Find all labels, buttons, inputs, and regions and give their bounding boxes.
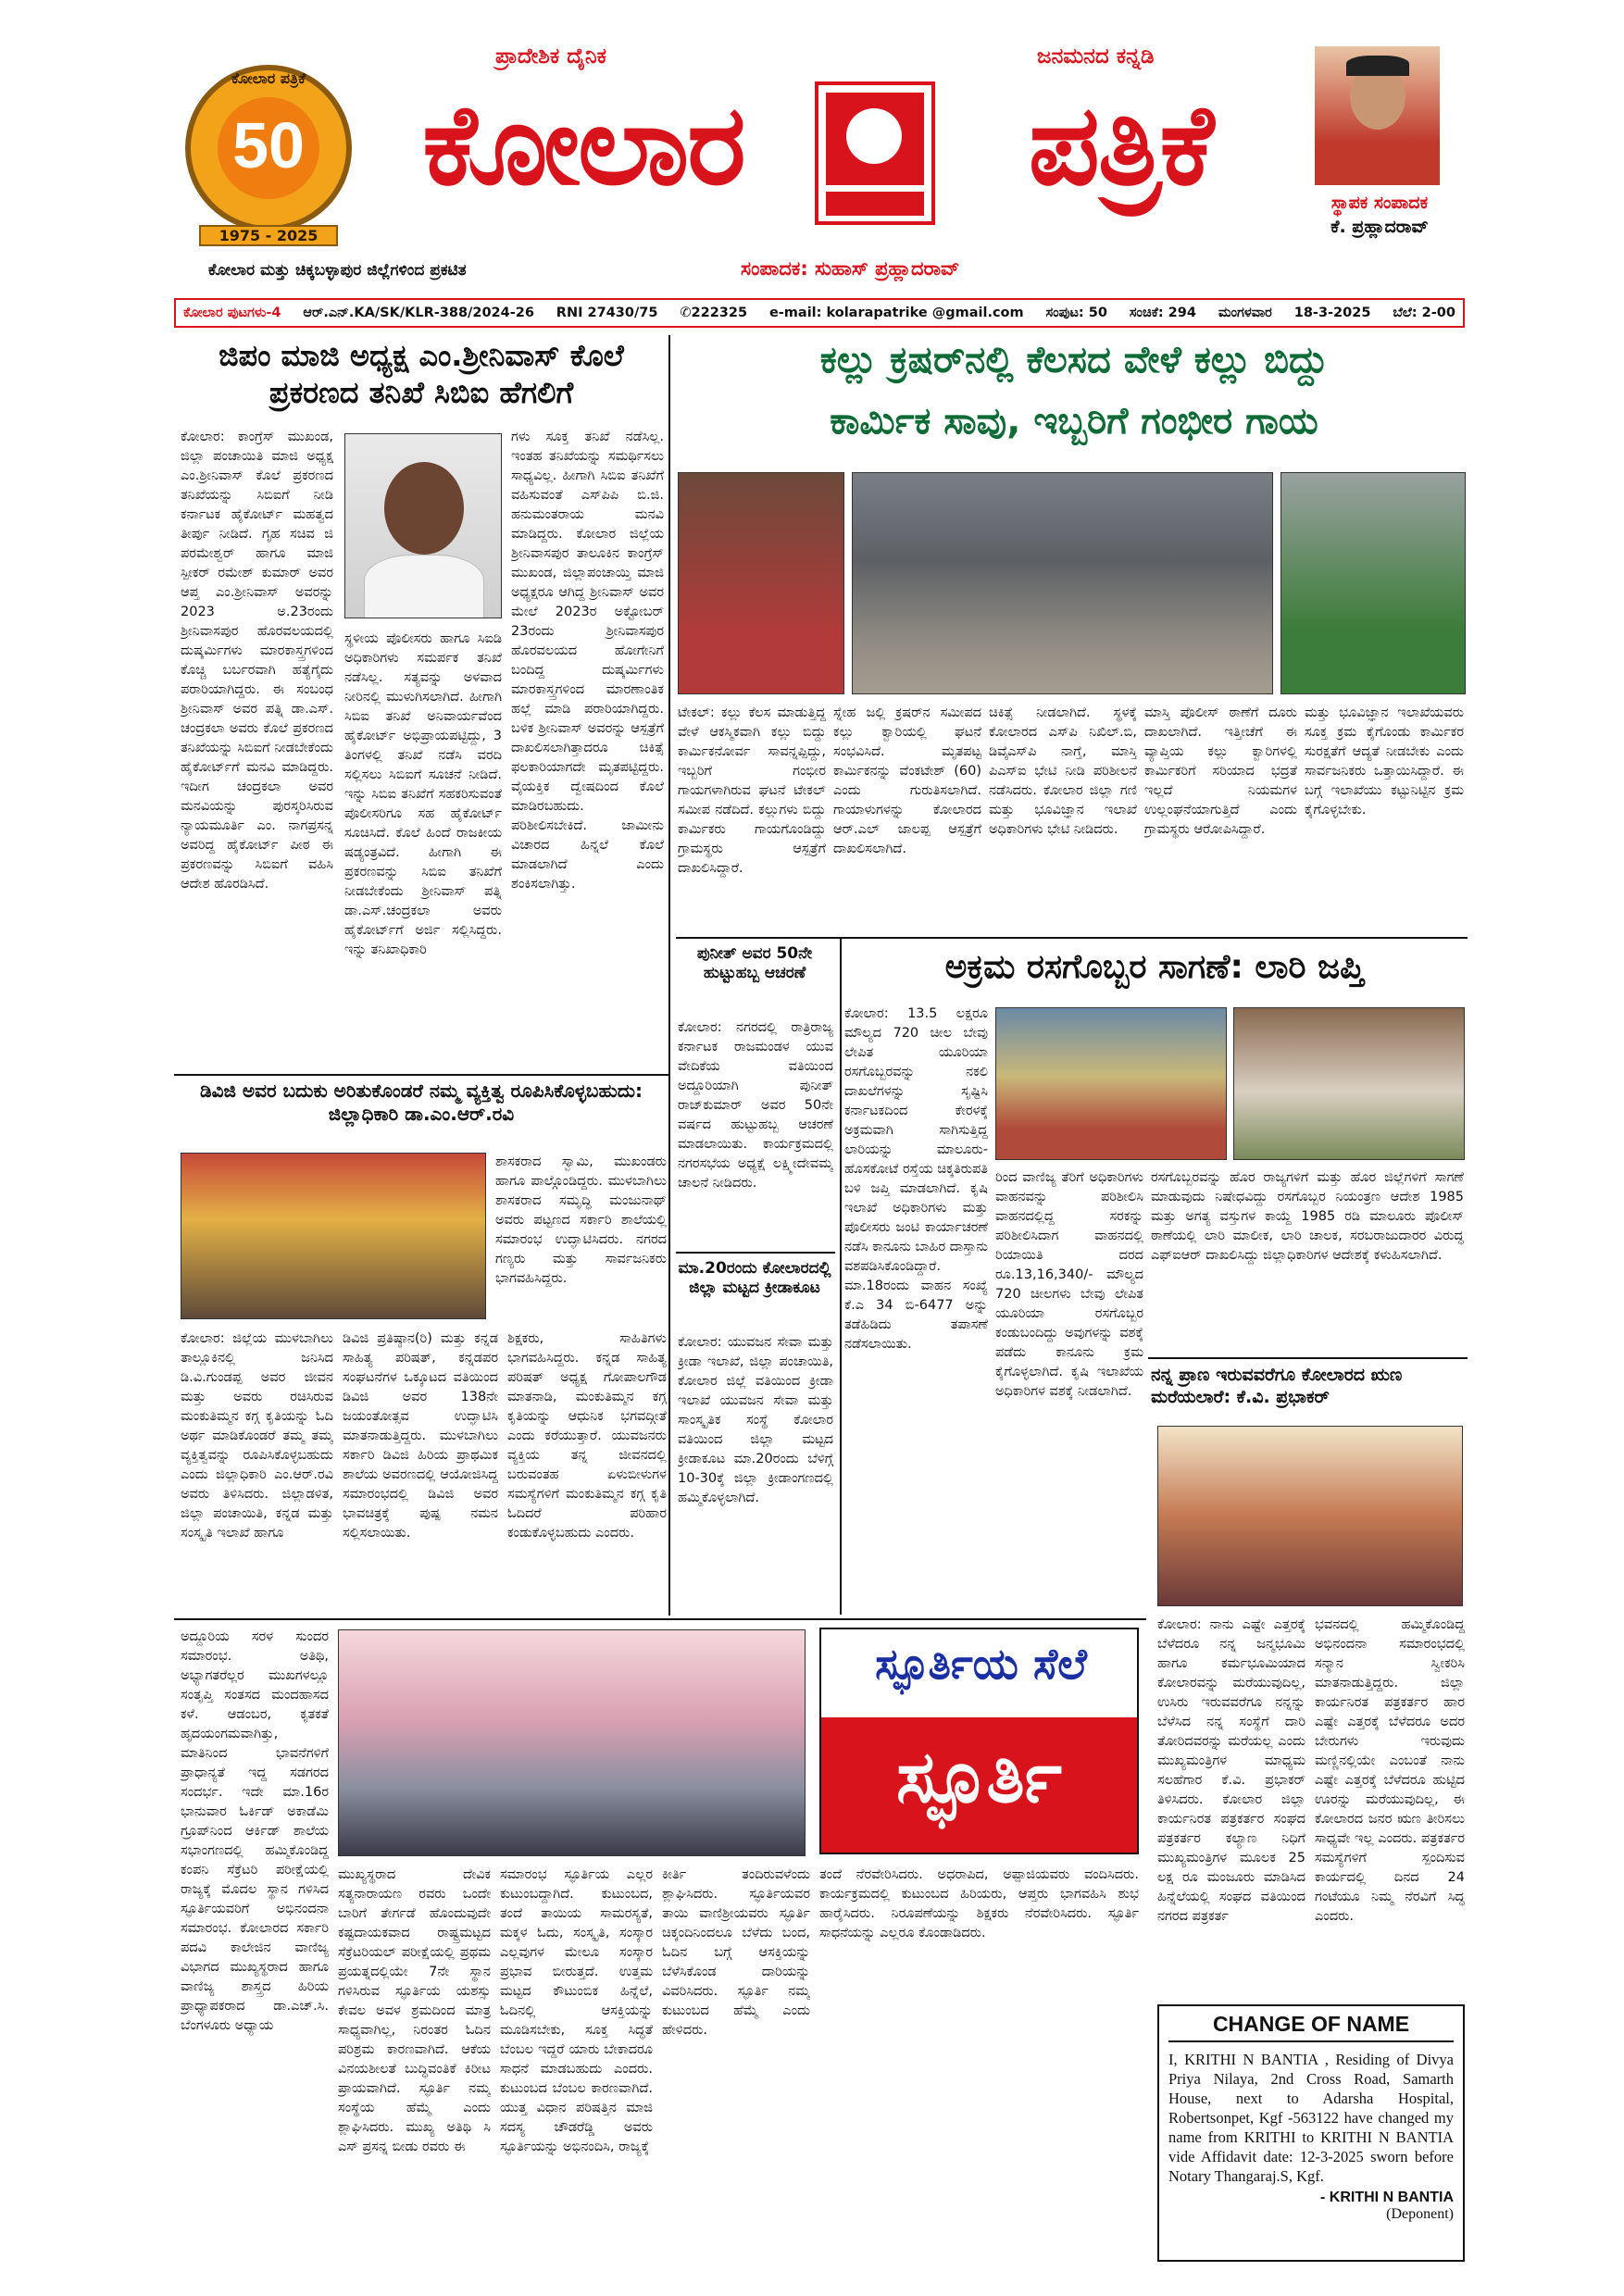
spoorthi-ad — [819, 1628, 1139, 1854]
story-dvg-col3: ಡಿವಿಜಿ ಪ್ರತಿಷ್ಠಾನ(ರಿ) ಮತ್ತು ಕನ್ನಡ ಸಾಹಿತ್ಯ ಪರಿಷತ್, ಕನ್ನಡಪರ ಸಂಘಟನೆಗಳ ಒಕ್ಕೂಟದ ವತಿಯಿಂದ ಡಿವಿಜಿ ಅವರ 138ನೇ ಜಯಂತೋತ್ಸವ ಉದ್ಘಾಟಿಸಿ ಮಾತನಾಡುತ್ತಿದ್ದರು. ಮುಳಬಾಗಿಲು ಸರ್ಕಾರಿ ಡಿವಿಜಿ ಹಿರಿಯ ಪ್ರಾಥಮಿಕ ಶಾಲೆಯ ಅವರಣದಲ್ಲಿ ಆಯೋಜಿಸಿದ್ದ ಸಮಾರಂಭದಲ್ಲಿ ಡಿವಿಜಿ ಅವರ ಭಾವಚಿತ್ರಕ್ಕೆ ಪುಷ್ಪ ನಮನ ಸಲ್ಲಿಸಲಾಯಿತು. — [343, 1331, 498, 1541]
registration-number: ಆರ್.ಎನ್.KA/SK/KLR-388/2024-26 — [303, 306, 534, 320]
story-fertilizer-col2: ರಿಂದ ವಾಣಿಜ್ಯ ತೆರಿಗೆ ಅಧಿಕಾರಿಗಳು ವಾಹನವನ್ನು ಪರಿಶೀಲಿಸಿ ವಾಹನದಲ್ಲಿದ್ದ ಸರಕನ್ನು ಪರಿಶೀಲಿಸಿದಾಗ ವಾಹನದಲ್ಲಿ ರಿಯಾಯಿತಿ ದರದ ರೂ.13,16,340/- ಮೌಲ್ಯದ 720 ಚೀಲಗಳು ಬೇವು ಲೇಪಿತ ಯೂರಿಯಾ ರಸಗೊಬ್ಬರ ಕಂಡುಬಂದಿದ್ದು ಅವುಗಳನ್ನು ವಶಕ್ಕೆ ಪಡೆದು ಕಾನೂನು ಕ್ರಮ ಕೈಗೊಳ್ಳಲಾಗಿದೆ. ಕೃಷಿ ಇಲಾಖೆಯ ಅಧಿಕಾರಿಗಳ ವಶಕ್ಕೆ ನೀಡಲಾಗಿದೆ. — [995, 1170, 1143, 1399]
founder-name: ಕೆ. ಪ್ರಹ್ಲಾದರಾವ್ — [1330, 217, 1429, 237]
notice-title: CHANGE OF NAME — [1168, 2012, 1454, 2042]
title-part2: ಪತ್ರಿಕೆ — [1028, 81, 1213, 210]
notice-sign: - KRITHI N BANTIA — [1320, 2190, 1454, 2205]
ad-bottom-text: ಸ್ಫೂರ್ತಿ — [896, 1736, 1062, 1819]
story-cbi-photo — [344, 433, 502, 618]
story-fertilizer-col3: ರಸಗೊಬ್ಬರವನ್ನು ಹೊರ ರಾಜ್ಯಗಳಿಗೆ ಮತ್ತು ಹೊರ ಜಿಲ್ಲೆಗಳಿಗೆ ಸಾಗಣೆ ಮಾಡುವುದು ನಿಷೇಧವಿದ್ದು ರಸಗೊಬ್ಬರ ನಿಯಂತ್ರಣ ಆದೇಶ 1985 ಮತ್ತು ಅಗತ್ಯ ವಸ್ತುಗಳ ಕಾಯ್ದೆ 1985 ರಡಿ ಮಾಲೂರು ಪೊಲೀಸ್ ಠಾಣೆಯಲ್ಲಿ ಲಾರಿ ಮಾಲೀಕ, ಲಾರಿ ಚಾಲಕ, ಸರಬರಾಜುದಾರರ ವಿರುದ್ಧ ಎಫ್‌ಐಆರ್ ದಾಖಲಿಸಿದ್ದು ಜಿಲ್ಲಾಧಿಕಾರಿಗಳ ಆದೇಶಕ್ಕೆ ಕಳುಹಿಸಲಾಗಿದೆ. — [1151, 1170, 1464, 1263]
story-dvg-col4: ಶಿಕ್ಷಕರು, ಸಾಹಿತಿಗಳು ಭಾಗವಹಿಸಿದ್ದರು. ಕನ್ನಡ ಸಾಹಿತ್ಯ ಪರಿಷತ್ ಅಧ್ಯಕ್ಷ ಗೋಪಾಲಗೌಡ ಮಾತನಾಡಿ, ಮಂಕುತಿಮ್ಮನ ಕಗ್ಗ ಕೃತಿಯನ್ನು ಆಧುನಿಕ ಭಗವದ್ಗೀತೆ ಎಂದು ಕರೆಯುತ್ತಾರೆ. ಯುವಜನರು ವ್ಯಕ್ತಿಯ ತನ್ನ ಜೀವನದಲ್ಲಿ ಬರುವಂತಹ ಏಳುಬೀಳುಗಳ ಸಮಸ್ಯೆಗಳಿಗೆ ಮಂಕುತಿಮ್ಮನ ಕಗ್ಗ ಕೃತಿ ಓದಿದರೆ ಪರಿಹಾರ ಕಂಡುಕೊಳ್ಳಬಹುದು ಎಂದರು. — [507, 1331, 667, 1541]
story-prabhakar-headline: ನನ್ನ ಪ್ರಾಣ ಇರುವವರೆಗೂ ಕೋಲಾರದ ಋಣ ಮರೆಯಲಾರೆ: ಕೆ.ವಿ. ಪ್ರಭಾಕರ್ — [1151, 1365, 1403, 1407]
story-sports-headline: ಮಾ.20ರಂದು ಕೋಲಾರದಲ್ಲಿ ಜಿಲ್ಲಾ ಮಟ್ಟದ ಕ್ರೀಡಾಕೂಟ — [678, 1259, 831, 1298]
logo-years: 1975 - 2025 — [199, 225, 338, 246]
logo-text-top: ಕೋಲಾರ ಪತ್ರಿಕೆ — [231, 69, 306, 87]
story-dvg-headline: ಡಿವಿಜಿ ಅವರ ಬದುಕು ಅರಿತುಕೊಂಡರೆ ನಮ್ಮ ವ್ಯಕ್ತಿತ್ವ ರೂಪಿಸಿಕೊಳ್ಳಬಹುದು: ಜಿಲ್ಲಾಧಿಕಾರಿ ಡಾ.ಎಂ.ಆರ್.ರವಿ — [200, 1079, 643, 1125]
story-spoorthi-col1: ಅದ್ದೂರಿಯ ಸರಳ ಸುಂದರ ಸಮಾರಂಭ. ಅತಿಥಿ, ಅಭ್ಯಾಗತರೆಲ್ಲರ ಮುಖಗಳಲ್ಲೂ ಸಂತೃಪ್ತಿ ಸಂತಸದ ಮಂದಹಾಸದ ಕಳೆ. ಆಡಂಬರ, ಕೃತಕತೆ ಹೃದಯಂಗಮವಾಗಿತ್ತು, ಮಾತಿನಿಂದ ಭಾವನೆಗಳಿಗೆ ಪ್ರಾಧಾನ್ಯತೆ ಇದ್ದ ಸಡಗರದ ಸಂದರ್ಭ. ಇದೇ ಮಾ.16ರ ಭಾನುವಾರ ಓರ್ಕಿಡ್ ಅಕಾಡೆಮಿ ಗ್ರೂಪ್‌ನಿಂದ ಆರ್ಕಿಡ್ ಶಾಲೆಯ ಸಭಾಂಗಣದಲ್ಲಿ ಹಮ್ಮಿಕೊಂಡಿದ್ದ ಕಂಪನಿ ಸೆಕ್ರೆಟರಿ ಪರೀಕ್ಷೆಯಲ್ಲಿ ರಾಜ್ಯಕ್ಕೆ ಮೊದಲ ಸ್ಥಾನ ಗಳಿಸಿದ ಸ್ಫೂರ್ತಿಯವರಿಗೆ ಅಭಿನಂದನಾ ಸಮಾರಂಭ. ಕೋಲಾರದ ಸರ್ಕಾರಿ ಪದವಿ ಕಾಲೇಜಿನ ವಾಣಿಜ್ಯ ವಿಭಾಗದ ಮುಖ್ಯಸ್ಥರಾದ ಹಾಗೂ ವಾಣಿಜ್ಯ ಶಾಸ್ತ್ರದ ಹಿರಿಯ ಪ್ರಾಧ್ಯಾಪಕರಾದ ಡಾ.ಎಚ್.ಸಿ. ಬೆಂಗಳೂರು ಅಧ್ಯಾಯ — [181, 1629, 329, 2033]
notice-body: I, KRITHI N BANTIA , Residing of Divya Priya Nilaya, 2nd Cross Road, Samarth House, next to Adarsha Hospital, Robertsonpet, Kgf -563122 have changed my name from KRITHI to KRITHI N BANTIA vide Affidavit date: 12-3-2025 sworn before Notary Thangaraj.S, Kgf. — [1168, 2051, 1454, 2185]
story-crusher-col1: ಟೇಕಲ್: ಕಲ್ಲು ಕೆಲಸ ಮಾಡುತ್ತಿದ್ದ ವೇಳೆ ಆಕಸ್ಮಿಕವಾಗಿ ಕಲ್ಲು ಬಿದ್ದು ಕಾರ್ಮಿಕನೋರ್ವ ಸಾವನ್ನಪ್ಪಿದ್ದು, ಇಬ್ಬರಿಗೆ ಗಂಭೀರ ಗಾಯಗಳಾಗಿರುವ ಘಟನೆ ಟೇಕಲ್ ಸಮೀಪ ನಡೆದಿದೆ. ಕಲ್ಲುಗಳು ಬಿದ್ದು ಕಾರ್ಮಿಕರು ಗಾಯಗೊಂಡಿದ್ದು ಗ್ರಾಮಸ್ಥರು ಆಸ್ಪತ್ರೆಗೆ ದಾಖಲಿಸಿದ್ದಾರೆ. — [678, 705, 826, 876]
title-part1: ಕೋಲಾರ — [422, 81, 744, 210]
story-crusher-photo-worker — [1280, 472, 1466, 694]
masthead — [0, 0, 1624, 306]
rni-number: RNI 27430/75 — [556, 306, 658, 320]
phone-number: ✆222325 — [680, 306, 748, 320]
story-spoorthi-col5: ತಂದೆ ನೆರವೇರಿಸಿದರು. ಅಧರಾಪಿದ, ಅಪ್ಪಾಜಿಯವರು ವಂದಿಸಿದರು. ಕಾರ್ಯಕ್ರಮದಲ್ಲಿ ಕುಟುಂಬದ ಹಿರಿಯರು, ಆಪ್ತರು ಭಾಗವಹಿಸಿ ಶುಭ ಹಾರೈಸಿದರು. ನಿರೂಪಣೆಯನ್ನು ಶಿಕ್ಷಕರು ನೆರವೇರಿಸಿದರು. ಸ್ಫೂರ್ತಿ ಸಾಧನೆಯನ್ನು ಎಲ್ಲರೂ ಕೊಂಡಾಡಿದರು. — [819, 1867, 1139, 1940]
ad-top-text: ಸ್ಫೂರ್ತಿಯ ಸೆಲೆ — [875, 1639, 1087, 1689]
anniversary-logo — [181, 51, 356, 250]
story-fertilizer-col1: ಕೋಲಾರ: 13.5 ಲಕ್ಷರೂ ಮೌಲ್ಯದ 720 ಚೀಲ ಬೇವು ಲೇಪಿತ ಯೂರಿಯಾ ರಸಗೊಬ್ಬರವನ್ನು ನಕಲಿ ದಾಖಲೆಗಳನ್ನು ಸೃಷ್ಟಿಸಿ ಕರ್ನಾಟಕದಿಂದ ಕೇರಳಕ್ಕೆ ಅಕ್ರಮವಾಗಿ ಸಾಗಿಸುತ್ತಿದ್ದ ಲಾರಿಯನ್ನು ಮಾಲೂರು-ಹೊಸಕೋಟೆ ರಸ್ತೆಯ ಚಿಕ್ಕತಿರುಪತಿ ಬಳಿ ಜಪ್ತಿ ಮಾಡಲಾಗಿದೆ. ಕೃಷಿ ಇಲಾಖೆ ಅಧಿಕಾರಿಗಳು ಮತ್ತು ಪೊಲೀಸರು ಜಂಟಿ ಕಾರ್ಯಾಚರಣೆ ನಡೆಸಿ ಕಾನೂನು ಬಾಹಿರ ದಾಸ್ತಾನು ವಶಪಡಿಸಿಕೊಂಡಿದ್ದಾರೆ. ಮಾ.18ರಂದು ವಾಹನ ಸಂಖ್ಯೆ ಕೆ.ಎ 34 ಬಿ-6477 ಅನ್ನು ತಡೆಹಿಡಿದು ತಪಾಸಣೆ ನಡೆಸಲಾಯಿತು. — [844, 1006, 988, 1352]
story-cbi-col2: ಸ್ಥಳೀಯ ಪೊಲೀಸರು ಹಾಗೂ ಸಿಐಡಿ ಅಧಿಕಾರಿಗಳು ಸಮರ್ಪಕ ತನಿಖೆ ನಡೆಸಿಲ್ಲ. ಸತ್ಯವನ್ನು ಅಳವಾದ ನೀರಿನಲ್ಲಿ ಮುಳುಗಿಸಲಾಗಿದೆ. ಹೀಗಾಗಿ ಸಿಬಿಐ ತನಿಖೆ ಅನಿವಾರ್ಯವೆಂದ ಹೈಕೋರ್ಟ್ ಅಭಿಪ್ರಾಯಪಟ್ಟಿದ್ದು, 3 ತಿಂಗಳಲ್ಲಿ ತನಿಖೆ ನಡೆಸಿ ವರದಿ ಸಲ್ಲಿಸಲು ಸಿಬಿಐಗೆ ಸೂಚನೆ ನೀಡಿದೆ. ಇನ್ನು ಸಿಬಿಐ ತನಿಖೆಗೆ ಸಹಕರಿಸುವಂತೆ ಪೊಲೀಸರಿಗೂ ಸಹ ಹೈಕೋರ್ಟ್ ಸೂಚಿಸಿದೆ. ಕೊಲೆ ಹಿಂದೆ ರಾಜಕೀಯ ಷಡ್ಯಂತ್ರವಿದೆ. ಹೀಗಾಗಿ ಈ ಪ್ರಕರಣವನ್ನು ಸಿಬಿಐ ತನಿಖೆಗೆ ನೀಡಬೇಕೆಂದು ಶ್ರೀನಿವಾಸ್ ಪತ್ನಿ ಡಾ.ಎಸ್.ಚಂದ್ರಕಲಾ ಅವರು ಹೈಕೋರ್ಟ್‌ಗೆ ಅರ್ಜಿ ಸಲ್ಲಿಸಿದ್ದರು. ಇನ್ನು ತನಿಖಾಧಿಕಾರಿ — [344, 631, 502, 957]
story-cbi-headline: ಜಿಪಂ ಮಾಜಿ ಅಧ್ಯಕ್ಷ ಎಂ.ಶ್ರೀನಿವಾಸ್ ಕೊಲೆ ಪ್ರಕರಣದ ತನಿಖೆ ಸಿಬಿಐ ಹೆಗಲಿಗೆ — [219, 338, 624, 410]
price: ಬೆಲೆ: 2-00 — [1393, 306, 1455, 320]
emblem-icon — [815, 81, 935, 225]
story-fertilizer-headline: ಅಕ್ರಮ ರಸಗೊಬ್ಬರ ಸಾಗಣೆ: ಲಾರಿ ಜಪ್ತಿ — [944, 948, 1365, 986]
story-cbi-col3: ಗಳು ಸೂಕ್ತ ತನಿಖೆ ನಡೆಸಿಲ್ಲ. ಇಂತಹ ತನಿಖೆಯನ್ನು ಸಮರ್ಥಿಸಲು ಸಾಧ್ಯವಿಲ್ಲ. ಹೀಗಾಗಿ ಸಿಬಿಐ ತನಿಖೆಗೆ ವಹಿಸುವಂತೆ ಎಸ್‌ಪಿಪಿ ಬಿ.ಜಿ. ಹನುಮಂತರಾಯ ಮನವಿ ಮಾಡಿದ್ದರು. ಕೋಲಾರ ಜಿಲ್ಲೆಯ ಶ್ರೀನಿವಾಸಪುರ ತಾಲೂಕಿನ ಕಾಂಗ್ರೆಸ್ ಮುಖಂಡ, ಜಿಲ್ಲಾಪಂಚಾಯ್ತಿ ಮಾಜಿ ಅಧ್ಯಕ್ಷರೂ ಆಗಿದ್ದ ಶ್ರೀನಿವಾಸ್ ಅವರ ಮೇಲೆ 2023ರ ಅಕ್ಟೋಬರ್ 23ರಂದು ಶ್ರೀನಿವಾಸಪುರ ಹೊರವಲಯದ ಹೋಗೇನಿಗೆ ಬಂದಿದ್ದ ದುಷ್ಕರ್ಮಿಗಳು ಮಾರಕಾಸ್ತ್ರಗಳಿಂದ ಮಾರಣಾಂತಿಕ ಹಲ್ಲೆ ಮಾಡಿ ಪರಾರಿಯಾಗಿದ್ದರು. ಬಳಿಕ ಶ್ರೀನಿವಾಸ್ ಅವರನ್ನು ಆಸ್ಪತ್ರೆಗೆ ದಾಖಲಿಸಲಾಗಿತ್ತಾದರೂ ಚಿಕಿತ್ಸೆ ಫಲಕಾರಿಯಾಗದೇ ಮೃತಪಟ್ಟಿದ್ದರು. ವೈಯಕ್ತಿಕ ದ್ವೇಷದಿಂದ ಕೊಲೆ ಮಾಡಿರಬಹುದು. ಪರಿಶೀಲಿಸಬೇಕಿದೆ. ಜಾಮೀನು ವಿಚಾರದ ಹಿನ್ನಲೆ ಕೊಲೆ ಮಾಡಲಾಗಿದೆ ಎಂದು ಶಂಕಿಸಲಾಗಿತ್ತು. — [511, 430, 664, 892]
notice-role: (Deponent) — [1386, 2206, 1454, 2222]
story-puneeth-body: ಕೋಲಾರ: ನಗರದಲ್ಲಿ ರಾತ್ರಿರಾಜ್ಯ ಕರ್ನಾಟಕ ರಾಜಮಂಡಳ ಯುವ ವೇದಿಕೆಯ ವತಿಯಿಂದ ಅದ್ದೂರಿಯಾಗಿ ಪುನೀತ್ ರಾಜ್‌ಕುಮಾರ್ ಅವರ 50ನೇ ವರ್ಷದ ಹುಟ್ಟುಹಬ್ಬ ಆಚರಣೆ ಮಾಡಲಾಯಿತು. ಕಾರ್ಯಕ್ರಮದಲ್ಲಿ ನಗರಸಭೆಯ ಅಧ್ಯಕ್ಷೆ ಲಕ್ಷ್ಮೀದೇವಮ್ಮ ಚಾಲನೆ ನೀಡಿದರು. — [678, 1020, 833, 1191]
story-crusher-col4: ಮಾಸ್ತಿ ಪೊಲೀಸ್ ಠಾಣೆಗೆ ದೂರು ದಾಖಲಾಗಿದೆ. ಇತ್ತೀಚೆಗೆ ಈ ವ್ಯಾಪ್ತಿಯ ಕಲ್ಲು ಕ್ವಾರಿಗಳಲ್ಲಿ ಕಾರ್ಮಿಕರಿಗೆ ಸರಿಯಾದ ಭದ್ರತೆ ಇಲ್ಲದೆ ನಿಯಮಗಳ ಉಲ್ಲಂಘನೆಯಾಗುತ್ತಿದೆ ಎಂದು ಗ್ರಾಮಸ್ಥರು ಆರೋಪಿಸಿದ್ದಾರೆ. — [1144, 705, 1297, 837]
story-puneeth-headline: ಪುನೀತ್ ಅವರ 50ನೇ ಹುಟ್ಟುಹಬ್ಬ ಆಚರಣೆ — [696, 944, 813, 983]
story-fertilizer-photo-officials — [1233, 1007, 1465, 1160]
info-bar — [174, 298, 1465, 328]
issue-date: 18-3-2025 — [1293, 306, 1371, 320]
story-crusher-headline-2: ಕಾರ್ಮಿಕ ಸಾವು, ಇಬ್ಬರಿಗೆ ಗಂಭೀರ ಗಾಯ — [830, 400, 1318, 443]
story-fertilizer-photo-truck — [995, 1007, 1227, 1160]
story-crusher-col3: ಚಿಕಿತ್ಸೆ ನೀಡಲಾಗಿದೆ. ಸ್ಥಳಕ್ಕೆ ಕೋಲಾರದ ಎಸ್‌ಪಿ ನಿಖಿಲ್.ಬಿ, ಡಿವೈಎಸ್‌ಪಿ ನಾಗ್ತೆ, ಮಾಸ್ತಿ ಪಿಎಸ್‌ಐ ಭೇಟಿ ನೀಡಿ ಪರಿಶೀಲನೆ ನಡೆಸಿದರು. ಕೋಲಾರ ಜಿಲ್ಲಾ ಗಣಿ ಮತ್ತು ಭೂವಿಜ್ಞಾನ ಇಲಾಖೆ ಅಧಿಕಾರಿಗಳು ಭೇಟಿ ನೀಡಿದರು. — [989, 705, 1137, 837]
volume-number: ಸಂಪುಟ: 50 — [1045, 306, 1107, 320]
story-spoorthi-col4: ಕೀರ್ತಿ ತಂದಿರುವಳೆಂದು ಶ್ಲಾಘಿಸಿದರು. ಸ್ಫೂರ್ತಿಯವರ ತಾಯಿ ವಾಣಿಶ್ರೀಯವರು ಸ್ಫೂರ್ತಿ ಚಿಕ್ಕಂದಿನಿಂದಲೂ ಬೆಳೆದು ಬಂದ, ಓದಿನ ಬಗ್ಗೆ ಆಸಕ್ತಿಯನ್ನು ಬೆಳೆಸಿಕೊಂಡ ದಾರಿಯನ್ನು ವಿವರಿಸಿದರು. ಸ್ಫೂರ್ತಿ ನಮ್ಮ ಕುಟುಂಬದ ಹೆಮ್ಮೆ ಎಂದು ಹೇಳಿದರು. — [662, 1867, 810, 2038]
issue-number: ಸಂಚಿಕೆ: 294 — [1129, 306, 1196, 320]
story-crusher-photo-quarry — [852, 472, 1273, 694]
logo-number: 50 — [232, 109, 305, 181]
story-spoorthi-col2: ಮುಖ್ಯಸ್ಥರಾದ ದೇವಿಕ ಸತ್ಯನಾರಾಯಣ ರವರು ಒಂದೇ ಬಾರಿಗೆ ತೇರ್ಗಡೆ ಹೊಂದುವುದೇ ಕಷ್ಟದಾಯಕವಾದ ರಾಷ್ಟ್ರಮಟ್ಟದ ಸೆಕ್ರೆಟರಿಯಲ್ ಪರೀಕ್ಷೆಯಲ್ಲಿ ಪ್ರಥಮ ಪ್ರಯತ್ನದಲ್ಲಿಯೇ 7ನೇ ಸ್ಥಾನ ಗಳಿಸಿರುವ ಸ್ಫೂರ್ತಿಯ ಯಶಸ್ಸು ಕೇವಲ ಅವಳ ಶ್ರಮದಿಂದ ಮಾತ್ರ ಸಾಧ್ಯವಾಗಿಲ್ಲ, ನಿರಂತರ ಓದಿನ ಪರಿಶ್ರಮ ಕಾರಣವಾಗಿದೆ. ಆಕೆಯ ವಿನಯಶೀಲತೆ ಬುದ್ಧಿವಂತಿಕೆ ಕಿರೀಟ ಪ್ರಾಯವಾಗಿದೆ. ಸ್ಫೂರ್ತಿ ನಮ್ಮ ಸಂಸ್ಥೆಯ ಹೆಮ್ಮೆ ಎಂದು ಶ್ಲಾಘಿಸಿದರು. ಮುಖ್ಯ ಅತಿಥಿ ಸಿ ಎಸ್ ಪ್ರಸನ್ನ ಬೀಡು ರವರು ಈ — [338, 1867, 491, 2154]
story-dvg-col1: ಶಾಸಕರಾದ ಸ್ವಾಮಿ, ಮುಖಂಡರು ಹಾಗೂ ಪಾಲ್ಗೊಂಡಿದ್ದರು. ಮುಳಬಾಗಿಲು ಶಾಸಕರಾದ ಸಮೃದ್ಧಿ ಮಂಜುನಾಥ್ ಅವರು ಪಟ್ಟಣದ ಸರ್ಕಾರಿ ಶಾಲೆಯಲ್ಲಿ ಸಮಾರಂಭ ಉದ್ಘಾಟಿಸಿದರು. ನಗರದ ಗಣ್ಯರು ಮತ್ತು ಸಾರ್ವಜನಿಕರು ಭಾಗವಹಿಸಿದ್ದರು. — [495, 1154, 667, 1286]
founder-photo — [1315, 46, 1440, 185]
story-crusher-col5: ಮತ್ತು ಭೂವಿಜ್ಞಾನ ಇಲಾಖೆಯವರು ಸೂಕ್ತ ಕ್ರಮ ಕೈಗೊಂಡು ಕಾರ್ಮಿಕರ ಸುರಕ್ಷತೆಗೆ ಆದ್ಯತೆ ನೀಡಬೇಕು ಎಂದು ಸಾರ್ವಜನಿಕರು ಒತ್ತಾಯಿಸಿದ್ದಾರೆ. ಈ ಬಗ್ಗೆ ಇಲಾಖೆಯು ಕಟ್ಟುನಿಟ್ಟಿನ ಕ್ರಮ ಕೈಗೊಳ್ಳಬೇಕು. — [1305, 705, 1464, 817]
edition-label: ಕೋಲಾರ ಪುಟಗಳು-4 — [183, 306, 281, 320]
email-address[interactable]: e-mail: kolarapatrike @gmail.com — [768, 306, 1024, 320]
change-of-name-notice — [1157, 2004, 1465, 2262]
story-prabhakar-photo — [1157, 1426, 1463, 1606]
story-prabhakar-col2: ಭವನದಲ್ಲಿ ಹಮ್ಮಿಕೊಂಡಿದ್ದ ಅಭಿನಂದನಾ ಸಮಾರಂಭದಲ್ಲಿ ಸನ್ಮಾನ ಸ್ವೀಕರಿಸಿ ಮಾತನಾಡುತ್ತಿದ್ದರು. ಜಿಲ್ಲಾ ಕಾರ್ಯನಿರತ ಪತ್ರಕರ್ತರ ಹಾರ ಎಷ್ಟೇ ಎತ್ತರಕ್ಕೆ ಬೆಳೆದರೂ ಅದರ ಬೇರುಗಳು ಇರುವುದು ಮಣ್ಣಿನಲ್ಲಿಯೇ ಎಂಬಂತೆ ನಾನು ಎಷ್ಟೇ ಎತ್ತರಕ್ಕೆ ಬೆಳೆದರೂ ಹುಟ್ಟಿದ ಊರನ್ನು ಮರೆಯುವುದಿಲ್ಲ, ಈ ಕೋಲಾರದ ಜನರ ಋಣ ತೀರಿಸಲು ಸಾಧ್ಯವೇ ಇಲ್ಲ ಎಂದರು. ಪತ್ರಕರ್ತರ ಸಮಸ್ಯೆಗಳಿಗೆ ಸ್ಪಂದಿಸುವ ಕಾರ್ಯದಲ್ಲಿ ದಿನದ 24 ಗಂಟೆಯೂ ನಿಮ್ಮ ನೆರವಿಗೆ ಸಿದ್ಧ ಎಂದರು. — [1315, 1617, 1465, 1924]
story-spoorthi-col3: ಸಮಾರಂಭ ಸ್ಫೂರ್ತಿಯ ಎಲ್ಲರ ಕುಟುಂಬದ್ದಾಗಿದೆ. ಕುಟುಂಬದ, ತಂದೆ ತಾಯಿಯ ಸಾಮರಸ್ಯತೆ, ಮಕ್ಕಳ ಓದು, ಸಂಸ್ಕೃತಿ, ಸಂಸ್ಕಾರ ಎಲ್ಲವುಗಳ ಮೇಲೂ ಸಂಸ್ಕಾರ ಪ್ರಭಾವ ಬೀರುತ್ತದೆ. ಉತ್ತಮ ಮಟ್ಟದ ಕೌಟುಂಬಿಕ ಹಿನ್ನೆಲೆ, ಓದಿನಲ್ಲಿ ಆಸಕ್ತಿಯನ್ನು ಮೂಡಿಸಬೇಕು, ಸೂಕ್ತ ಸಿದ್ಧತೆ ಬೆಂಬಲ ಇದ್ದರೆ ಯಾರು ಬೇಕಾದರೂ ಸಾಧನೆ ಮಾಡಬಹುದು ಎಂದರು. ಕುಟುಂಬದ ಬೆಂಬಲ ಕಾರಣವಾಗಿದೆ. ಯುತ್ತ ವಿಧಾನ ಪರಿಷತ್ತಿನ ಮಾಜಿ ಸದಸ್ಯ ಚೌಡರೆಡ್ಡಿ ಅವರು ಸ್ಫೂರ್ತಿಯನ್ನು ಅಭಿನಂದಿಸಿ, ರಾಜ್ಯಕ್ಕೆ — [500, 1867, 653, 2154]
story-crusher-headline-1: ಕಲ್ಲು ಕ್ರಷರ್‌ನಲ್ಲಿ ಕೆಲಸದ ವೇಳೆ ಕಲ್ಲು ಬಿದ್ದು — [819, 339, 1329, 381]
story-spoorthi-photo — [338, 1629, 806, 1856]
story-crusher-photo-injured — [678, 472, 844, 694]
story-prabhakar-col1: ಕೋಲಾರ: ನಾನು ಎಷ್ಟೇ ಎತ್ತರಕ್ಕೆ ಬೆಳೆದರೂ ನನ್ನ ಜನ್ಮಭೂಮಿ ಹಾಗೂ ಕರ್ಮಭೂಮಿಯಾದ ಕೋಲಾರವನ್ನು ಮರೆಯುವುದಿಲ್ಲ, ಉಸಿರು ಇರುವವರೆಗೂ ನನ್ನನ್ನು ಬೆಳೆಸಿದ ನನ್ನ ಸಂಸ್ಥೆಗೆ ದಾರಿ ತೋರಿದವರನ್ನು ಮರೆಯಲ್ಲ ಎಂದು ಮುಖ್ಯಮಂತ್ರಿಗಳ ಮಾಧ್ಯಮ ಸಲಹೆಗಾರ ಕೆ.ವಿ. ಪ್ರಭಾಕರ್ ತಿಳಿಸಿದರು. ಕೋಲಾರ ಜಿಲ್ಲಾ ಕಾರ್ಯನಿರತ ಪತ್ರಕರ್ತರ ಸಂಘದ ಪತ್ರಕರ್ತರ ಕಲ್ಯಾಣ ನಿಧಿಗೆ ಮುಖ್ಯಮಂತ್ರಿಗಳ ಮೂಲಕ 25 ಲಕ್ಷ ರೂ ಮಂಜೂರು ಮಾಡಿಸಿದ ಹಿನ್ನೆಲೆಯಲ್ಲಿ ಸಂಘದ ವತಿಯಿಂದ ನಗರದ ಪತ್ರಕರ್ತ — [1157, 1617, 1305, 1924]
tagline-left: ಪ್ರಾದೇಶಿಕ ದೈನಿಕ — [495, 44, 607, 69]
weekday: ಮಂಗಳವಾರ — [1218, 306, 1272, 320]
editor: ಸಂಪಾದಕ: ಸುಹಾಸ್ ಪ್ರಹ್ಲಾದರಾವ್ — [741, 257, 960, 280]
story-crusher-col2: ಸ್ನೇಹ ಜಲ್ಲಿ ಕ್ರಷರ್‌ನ ಸಮೀಪದ ಕಲ್ಲು ಕ್ವಾರಿಯಲ್ಲಿ ಘಟನೆ ಸಂಭವಿಸಿದೆ. ಮೃತಪಟ್ಟ ಕಾರ್ಮಿಕನನ್ನು ವೆಂಕಟೇಶ್ (60) ಎಂದು ಗುರುತಿಸಲಾಗಿದೆ. ಗಾಯಾಳುಗಳನ್ನು ಕೋಲಾರದ ಆರ್.ಎಲ್ ಜಾಲಪ್ಪ ಆಸ್ಪತ್ರೆಗೆ ದಾಖಲಿಸಲಾಗಿದೆ. — [833, 705, 981, 856]
story-dvg-photo — [181, 1153, 486, 1319]
publication-note: ಕೋಲಾರ ಮತ್ತು ಚಿಕ್ಕಬಳ್ಳಾಪುರ ಜಿಲ್ಲೆಗಳಿಂದ ಪ್ರಕಟಿತ — [208, 261, 467, 280]
phone-icon: ✆ — [680, 306, 692, 320]
story-dvg-col2: ಕೋಲಾರ: ಜಿಲ್ಲೆಯ ಮುಳಬಾಗಿಲು ತಾಲ್ಲೂಕಿನಲ್ಲಿ ಜನಿಸಿದ ಡಿ.ವಿ.ಗುಂಡಪ್ಪ ಅವರ ಜೀವನ ಮತ್ತು ಅವರು ರಚಿಸಿರುವ ಮಂಕುತಿಮ್ಮನ ಕಗ್ಗ ಕೃತಿಯನ್ನು ಓದಿ ಅರ್ಥ ಮಾಡಿಕೊಂಡರೆ ತಮ್ಮ ತಮ್ಮ ವ್ಯಕ್ತಿತ್ವವನ್ನು ರೂಪಿಸಿಕೊಳ್ಳಬಹುದು ಎಂದು ಜಿಲ್ಲಾಧಿಕಾರಿ ಎಂ.ಆರ್.ರವಿ ಅವರು ತಿಳಿಸಿದರು. ಜಿಲ್ಲಾಡಳಿತ, ಜಿಲ್ಲಾ ಪಂಚಾಯಿತಿ, ಕನ್ನಡ ಮತ್ತು ಸಂಸ್ಕೃತಿ ಇಲಾಖೆ ಹಾಗೂ — [181, 1331, 333, 1541]
story-sports-body: ಕೋಲಾರ: ಯುವಜನ ಸೇವಾ ಮತ್ತು ಕ್ರೀಡಾ ಇಲಾಖೆ, ಜಿಲ್ಲಾ ಪಂಚಾಯಿತಿ, ಕೋಲಾರ ಜಿಲ್ಲೆ ವತಿಯಿಂದ ಕ್ರೀಡಾ ಇಲಾಖೆ ಯುವಜನ ಸೇವಾ ಮತ್ತು ಸಾಂಸ್ಕೃತಿಕ ಸಂಸ್ಥೆ ಕೋಲಾರ ವತಿಯಿಂದ ಜಿಲ್ಲಾ ಮಟ್ಟದ ಕ್ರೀಡಾಕೂಟ ಮಾ.20ರಂದು ಬೆಳಿಗ್ಗೆ 10-30ಕ್ಕೆ ಜಿಲ್ಲಾ ಕ್ರೀಡಾಂಗಣದಲ್ಲಿ ಹಮ್ಮಿಕೊಳ್ಳಲಾಗಿದೆ. — [678, 1335, 833, 1505]
tagline-right: ಜನಮನದ ಕನ್ನಡಿ — [1037, 44, 1155, 69]
story-cbi-col1: ಕೋಲಾರ: ಕಾಂಗ್ರೆಸ್ ಮುಖಂಡ, ಜಿಲ್ಲಾ ಪಂಚಾಯಿತಿ ಮಾಜಿ ಅಧ್ಯಕ್ಷ ಎಂ.ಶ್ರೀನಿವಾಸ್ ಕೊಲೆ ಪ್ರಕರಣದ ತನಿಖೆಯನ್ನು ಸಿಬಿಐಗೆ ನೀಡಿ ಕರ್ನಾಟಕ ಹೈಕೋರ್ಟ್ ಮಹತ್ವದ ತೀರ್ಪು ನೀಡಿದೆ. ಗೃಹ ಸಚಿವ ಜಿ ಪರಮೇಶ್ವರ್ ಹಾಗೂ ಮಾಜಿ ಸ್ಪೀಕರ್ ರಮೇಶ್ ಕುಮಾರ್ ಅವರ ಆಪ್ತ ಎಂ.ಶ್ರೀನಿವಾಸ್ ಅವರನ್ನು 2023 ಅ.23ರಂದು ಶ್ರೀನಿವಾಸಪುರ ಹೊರವಲಯದಲ್ಲಿ ದುಷ್ಕರ್ಮಿಗಳು ಮಾರಕಾಸ್ತ್ರಗಳಿಂದ ಕೊಚ್ಚಿ ಬರ್ಬರವಾಗಿ ಹತ್ಯೆಗೈದು ಪರಾರಿಯಾಗಿದ್ದರು. ಈ ಸಂಬಂಧ ಶ್ರೀನಿವಾಸ್ ಅವರ ಪತ್ನಿ ಡಾ.ಎಸ್. ಚಂದ್ರಕಲಾ ಅವರು ಕೊಲೆ ಪ್ರಕರಣದ ತನಿಖೆಯನ್ನು ಸಿಬಿಐಗೆ ನೀಡಬೇಕೆಂದು ಹೈಕೋರ್ಟ್‌ಗೆ ಮನವಿ ಮಾಡಿದ್ದರು. ಇದೀಗ ಚಂದ್ರಕಲಾ ಅವರ ಮನವಿಯನ್ನು ಪುರಸ್ಕರಿಸಿರುವ ನ್ಯಾಯಮೂರ್ತಿ ಎಂ. ನಾಗಪ್ರಸನ್ನ ಅವರಿದ್ದ ಹೈಕೋರ್ಟ್ ಪೀಠ ಈ ಪ್ರಕರಣವನ್ನು ಸಿಬಿಐಗೆ ವಹಿಸಿ ಆದೇಶ ಹೊರಡಿಸಿದೆ. — [181, 430, 333, 892]
founder-role: ಸ್ಥಾಪಕ ಸಂಪಾದಕ — [1330, 193, 1429, 213]
